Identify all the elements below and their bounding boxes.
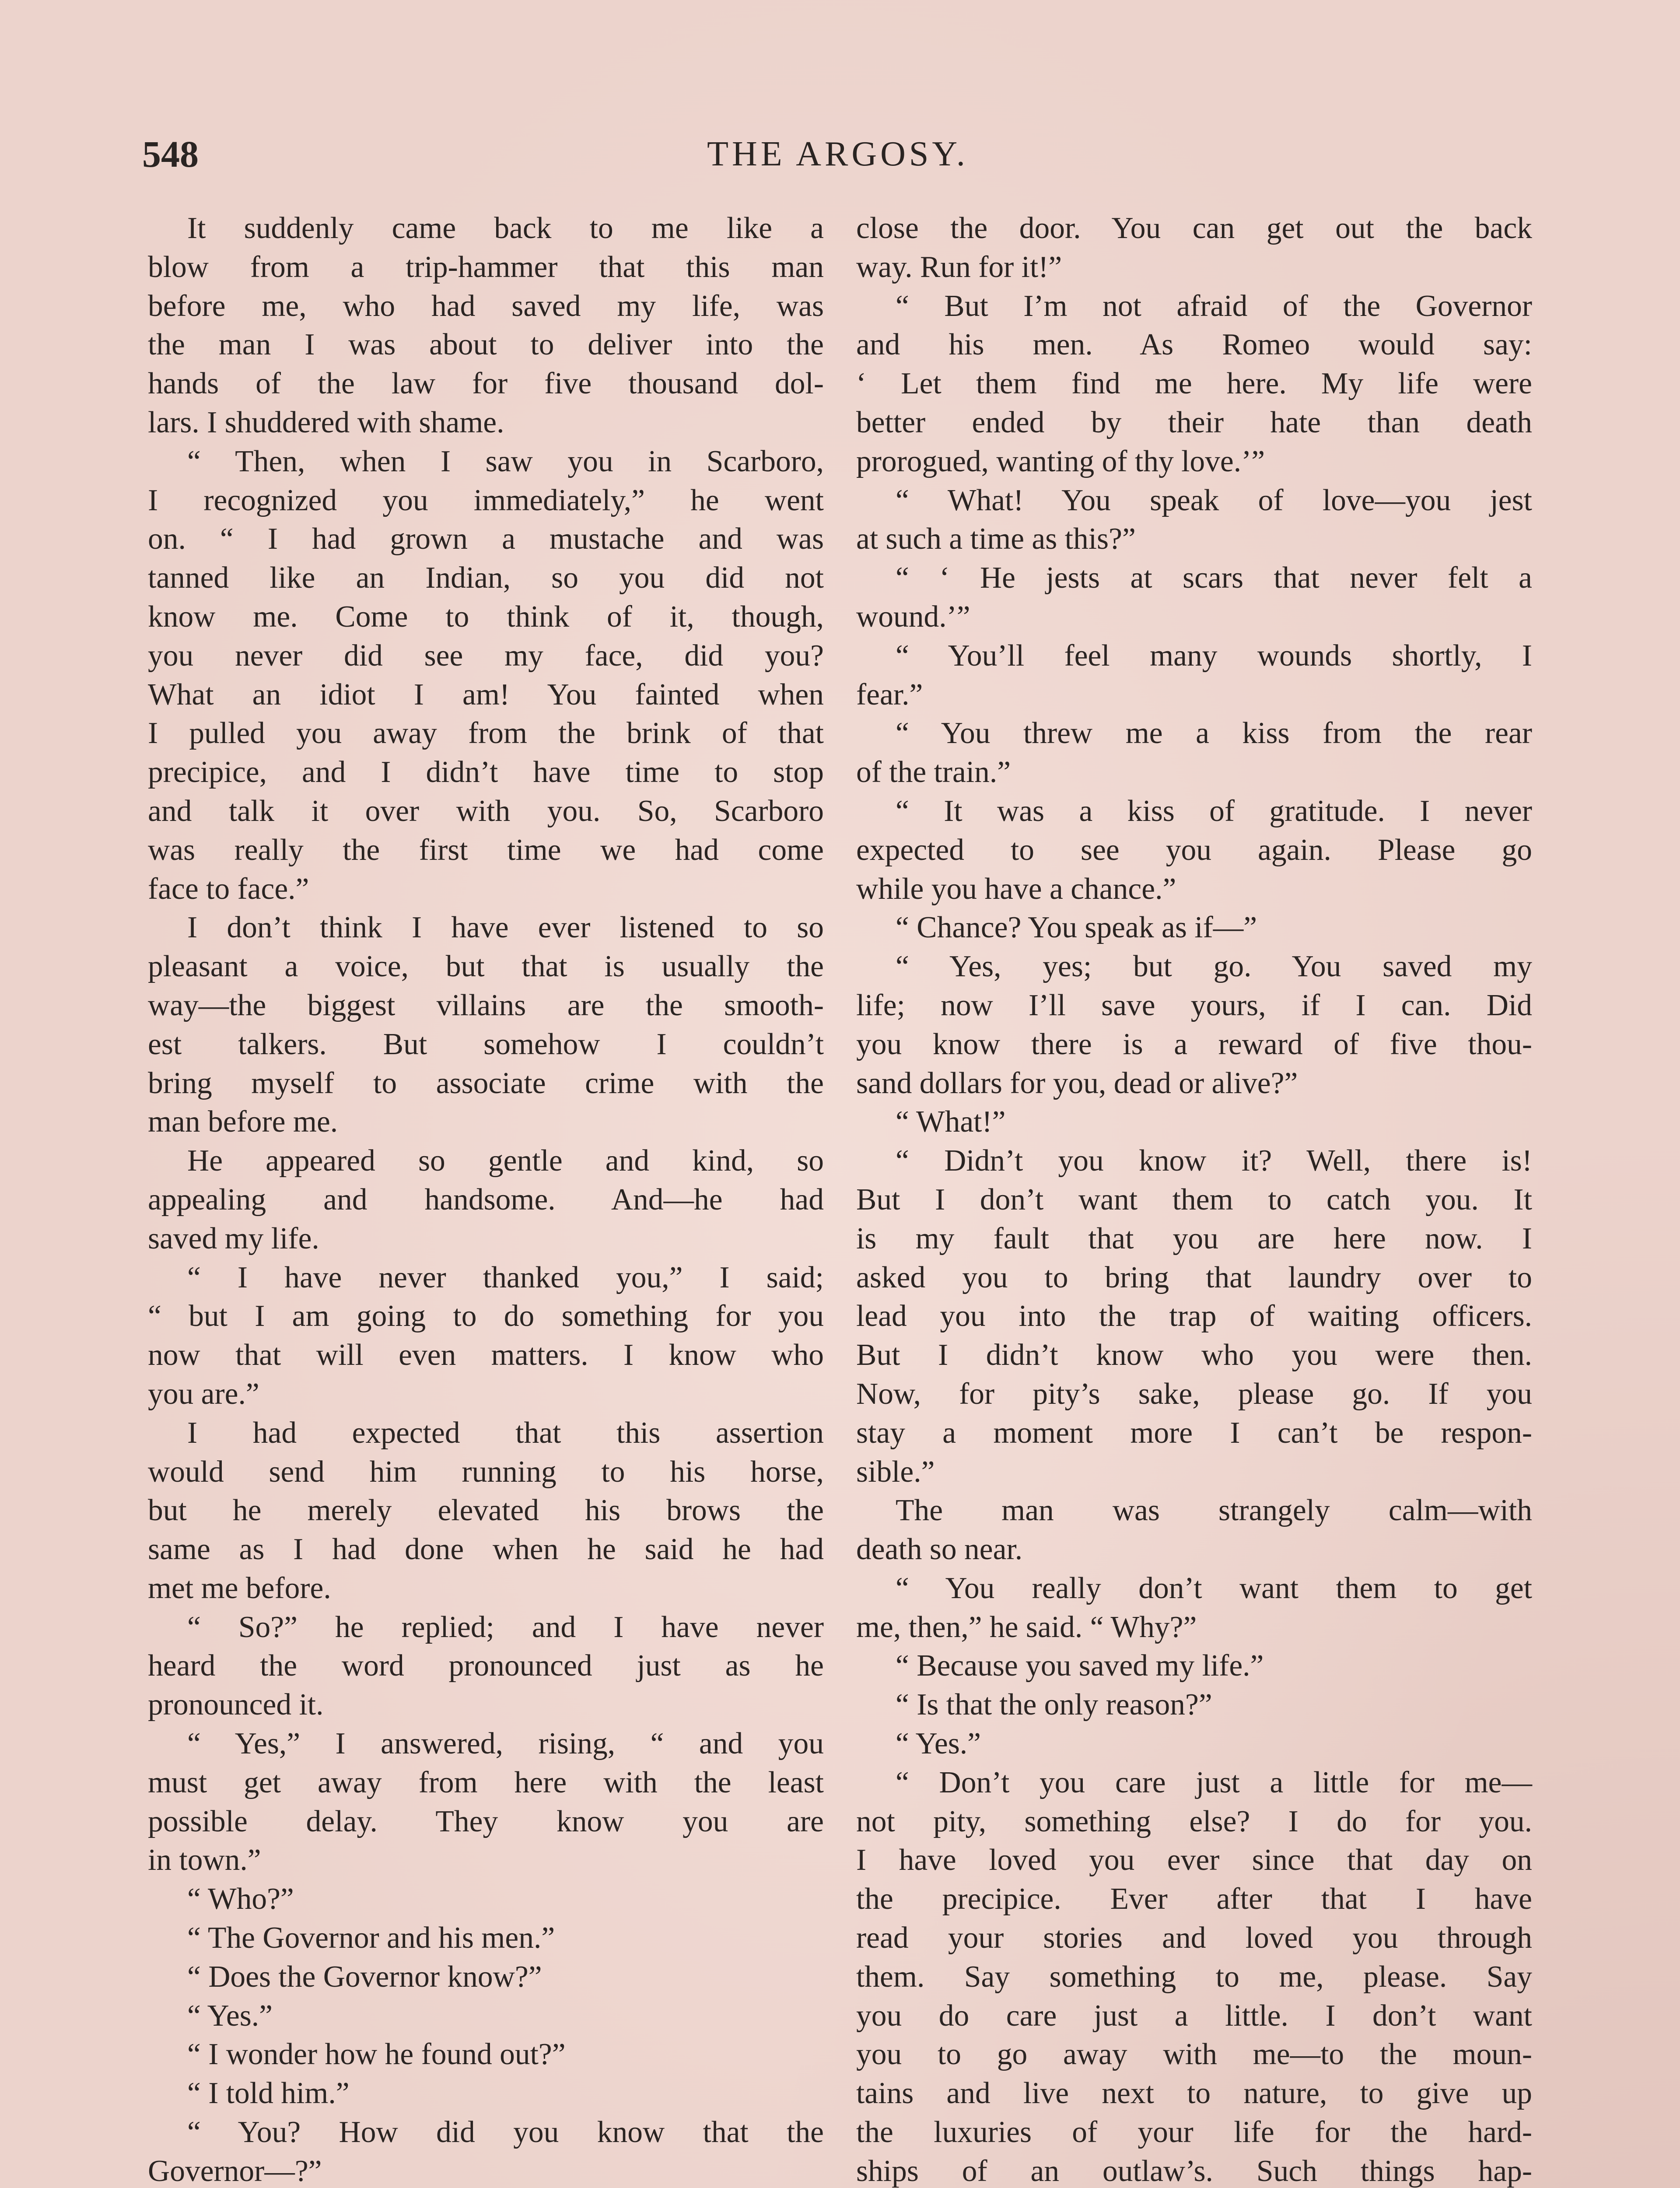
text-line: He appeared so gentle and kind, so [187,1144,824,1178]
text-line: way—the biggest villains are the smooth- [148,988,824,1022]
text-line: “ Yes,” I answered, rising, “ and you [187,1727,824,1761]
text-line: life; now I’ll save yours, if I can. Did [856,988,1532,1022]
text-line: “ Yes, yes; but go. You saved my [896,950,1532,984]
text-line: “ Because you saved my life.” [896,1649,1264,1683]
text-line: sible.” [856,1455,935,1489]
text-line: would send him running to his horse, [148,1455,824,1489]
left-text-column [148,209,824,2188]
text-line: Now, for pity’s sake, please go. If you [856,1377,1532,1411]
text-line: “ You? How did you know that the [187,2115,824,2149]
text-line: “ The Governor and his men.” [187,1921,555,1955]
text-line: on. “ I had grown a mustache and was [148,522,824,556]
text-line: hands of the law for five thousand dol- [148,367,824,401]
text-line: “ But I’m not afraid of the Governor [896,289,1532,323]
text-line: sand dollars for you, dead or alive?” [856,1066,1298,1100]
text-line: “ So?” he replied; and I have never [187,1610,824,1644]
text-line: you never did see my face, did you? [148,638,824,673]
text-line: bring myself to associate crime with the [148,1066,824,1100]
text-line: you do care just a little. I don’t want [856,1999,1532,2033]
text-line: while you have a chance.” [856,872,1176,906]
text-line: I recognized you immediately,” he went [148,483,824,517]
text-line: “ Does the Governor know?” [187,1960,542,1994]
right-text-column [856,209,1532,2188]
text-line: heard the word pronounced just as he [148,1649,824,1683]
text-line: expected to see you again. Please go [856,833,1532,867]
text-line: “ Who?” [187,1882,294,1916]
text-line: and his men. As Romeo would say: [856,328,1532,362]
text-line: I don’t think I have ever listened to so [187,911,824,945]
text-line: ‘ Let them find me here. My life were [856,367,1532,401]
text-line: you are.” [148,1377,259,1411]
text-line: death so near. [856,1532,1023,1567]
text-line: “ What!” [896,1105,1006,1139]
text-line: asked you to bring that laundry over to [856,1260,1532,1294]
text-line: “ I told him.” [187,2076,350,2111]
text-line: tanned like an Indian, so you did not [148,561,824,595]
page-number: 548 [142,133,199,175]
text-line: “ It was a kiss of gratitude. I never [896,794,1532,828]
text-line: not pity, something else? I do for you. [856,1804,1532,1838]
text-line: tains and live next to nature, to give up [856,2076,1532,2111]
text-line: I pulled you away from the brink of that [148,716,824,750]
text-line: prorogued, wanting of thy love.’” [856,444,1265,478]
text-line: same as I had done when he said he had [148,1532,824,1567]
text-line: met me before. [148,1571,331,1605]
text-line: stay a moment more I can’t be respon- [856,1416,1532,1450]
text-line: precipice, and I didn’t have time to stop [148,755,824,789]
text-line: and talk it over with you. So, Scarboro [148,794,824,828]
text-line: the luxuries of your life for the hard- [856,2115,1532,2149]
text-line: me, then,” he said. “ Why?” [856,1610,1197,1644]
text-line: pleasant a voice, but that is usually the [148,950,824,984]
text-line: the man I was about to deliver into the [148,328,824,362]
text-line: lead you into the trap of waiting officers. [856,1299,1532,1333]
running-head: THE ARGOSY. [707,135,969,173]
text-line: “ What! You speak of love—you jest [896,483,1532,517]
text-line: But I didn’t know who you were then. [856,1338,1532,1372]
text-line: you know there is a reward of five thou- [856,1027,1532,1061]
text-line: Governor—?” [148,2154,322,2188]
text-line: pronounced it. [148,1688,324,1722]
text-line: “ You’ll feel many wounds shortly, I [896,638,1532,673]
text-line: way. Run for it!” [856,250,1062,284]
text-line: now that will even matters. I know who [148,1338,824,1372]
text-line: saved my life. [148,1221,319,1255]
text-line: possible delay. They know you are [148,1804,824,1838]
text-line: them. Say something to me, please. Say [856,1960,1532,1994]
text-line: wound.’” [856,600,970,634]
text-line: est talkers. But somehow I couldn’t [148,1027,824,1061]
text-line: I have loved you ever since that day on [856,1843,1532,1877]
text-line: you to go away with me—to the moun- [856,2037,1532,2072]
text-line: better ended by their hate than death [856,405,1532,439]
text-line: I had expected that this assertion [187,1416,824,1450]
text-line: ships of an outlaw’s. Such things hap- [856,2154,1532,2188]
text-line: “ You threw me a kiss from the rear [896,716,1532,750]
text-line: “ Is that the only reason?” [896,1688,1212,1722]
text-line: “ Yes.” [896,1727,981,1761]
text-line: “ Don’t you care just a little for me— [896,1765,1532,1799]
text-line: of the train.” [856,755,1011,789]
text-line: “ Yes.” [187,1999,273,2033]
text-line: “ I wonder how he found out?” [187,2037,566,2072]
text-line: But I don’t want them to catch you. It [856,1182,1532,1217]
text-line: lars. I shuddered with shame. [148,405,504,439]
page-header [142,128,1533,180]
text-line: It suddenly came back to me like a [187,211,824,245]
text-line: The man was strangely calm—with [896,1494,1532,1528]
text-line: “ ‘ He jests at scars that never felt a [896,561,1532,595]
text-line: face to face.” [148,872,309,906]
text-line: “ You really don’t want them to get [896,1571,1532,1605]
text-line: the precipice. Ever after that I have [856,1882,1532,1916]
text-line: before me, who had saved my life, was [148,289,824,323]
text-line: “ Chance? You speak as if—” [896,911,1257,945]
text-line: “ Didn’t you know it? Well, there is! [896,1144,1532,1178]
text-line: close the door. You can get out the back [856,211,1532,245]
text-line: What an idiot I am! You fainted when [148,677,824,712]
text-line: at such a time as this?” [856,522,1136,556]
text-line: “ I have never thanked you,” I said; [187,1260,824,1294]
text-line: but he merely elevated his brows the [148,1494,824,1528]
text-line: blow from a trip-hammer that this man [148,250,824,284]
text-line: man before me. [148,1105,338,1139]
text-line: was really the first time we had come [148,833,824,867]
text-line: is my fault that you are here now. I [856,1221,1532,1255]
text-line: “ Then, when I saw you in Scarboro, [187,444,824,478]
text-line: “ but I am going to do something for you [148,1299,824,1333]
text-line: know me. Come to think of it, though, [148,600,824,634]
text-line: must get away from here with the least [148,1765,824,1799]
text-line: in town.” [148,1843,261,1877]
text-line: read your stories and loved you through [856,1921,1532,1955]
text-line: appealing and handsome. And—he had [148,1182,824,1217]
text-line: fear.” [856,677,923,712]
